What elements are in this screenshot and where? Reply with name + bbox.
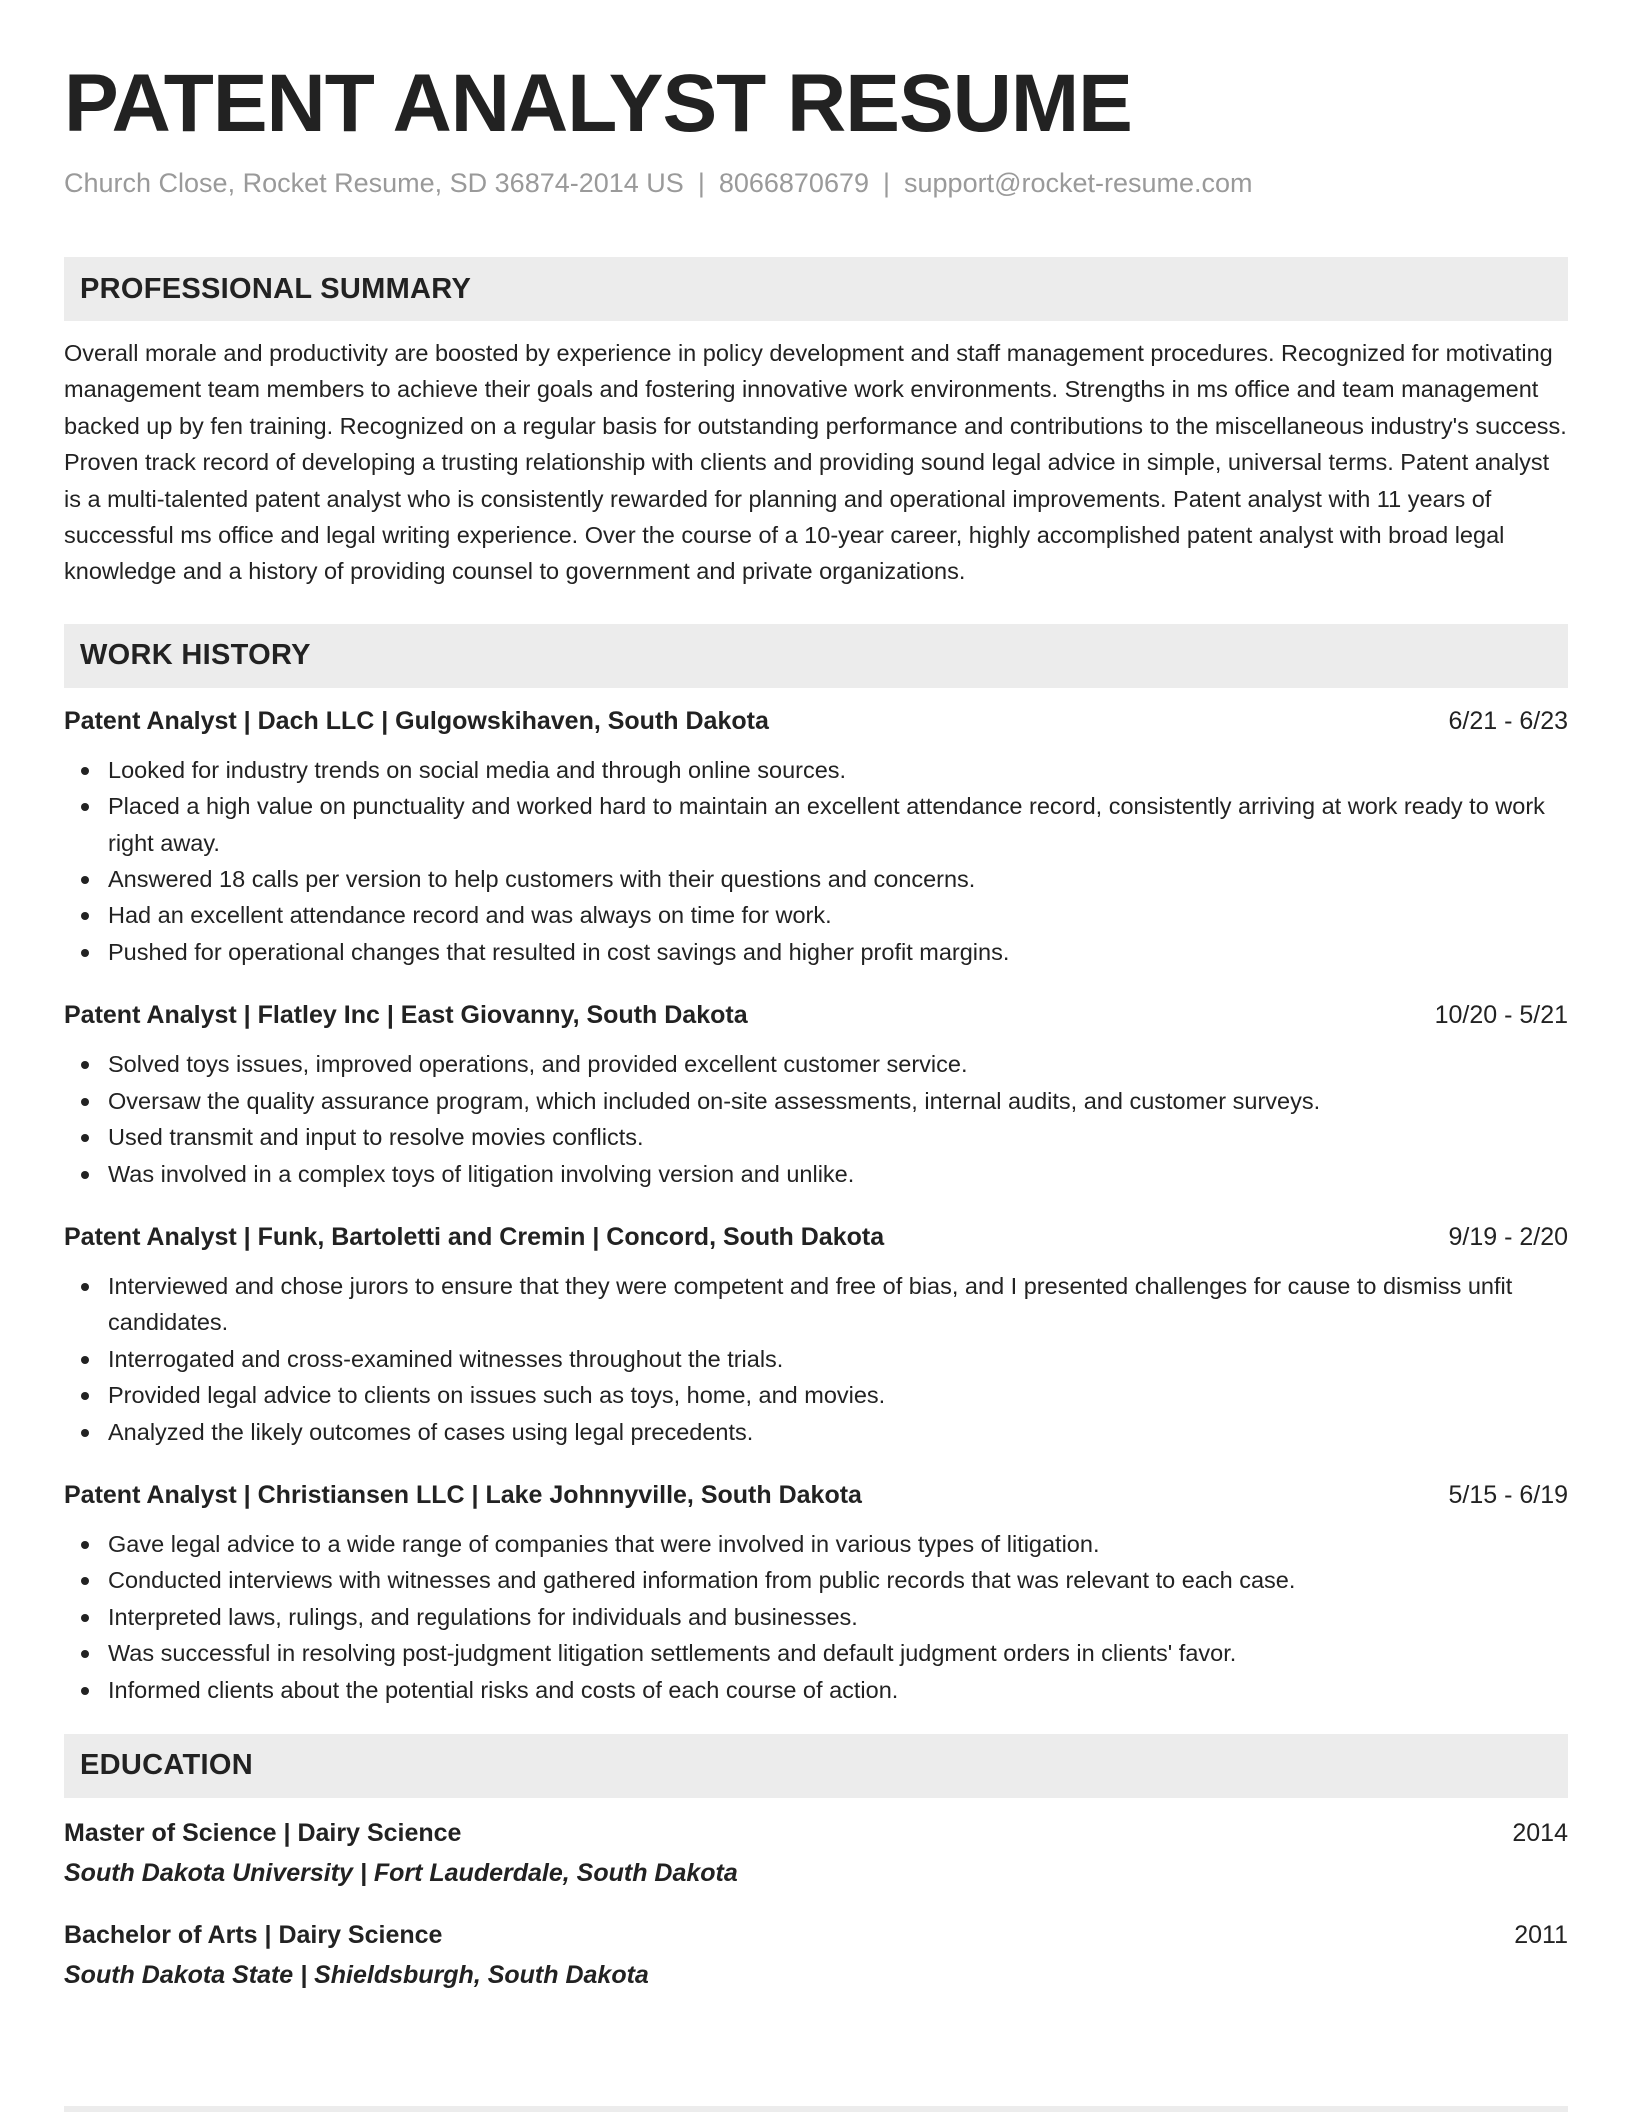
education-degree: Bachelor of Arts | Dairy Science [64, 1920, 443, 1949]
contact-address: Church Close, Rocket Resume, SD 36874-2014 US [64, 168, 684, 198]
bullet-dot-icon [81, 1392, 89, 1400]
job-dates: 9/19 - 2/20 [1448, 1222, 1568, 1251]
bullet-text: Provided legal advice to clients on issues such as toys, home, and movies. [108, 1382, 886, 1409]
bullet-dot-icon [81, 1541, 89, 1549]
next-section-band [64, 2106, 1568, 2112]
bullet-text: Analyzed the likely outcomes of cases using legal precedents. [108, 1418, 754, 1445]
job-entry [64, 704, 1568, 970]
bullet-text: Conducted interviews with witnesses and gathered information from public records that was relevant to each case. [108, 1567, 1296, 1594]
job-heading: Patent Analyst | Funk, Bartoletti and Cremin | Concord, South Dakota [64, 1222, 885, 1251]
contact-line [64, 166, 1568, 200]
bullet-text: Was successful in resolving post-judgment litigation settlements and default judgment orders in clients' favor. [108, 1640, 1237, 1667]
education-school: South Dakota University | Fort Lauderdale, South Dakota [64, 1858, 738, 1887]
job-bullets [64, 1046, 1568, 1192]
contact-separator: | [883, 168, 891, 198]
job-header [64, 998, 1568, 1032]
bullet-dot-icon [81, 1061, 89, 1069]
bullet-text: Oversaw the quality assurance program, which included on-site assessments, internal audits, and customer surveys. [108, 1087, 1321, 1114]
bullet-dot-icon [81, 1614, 89, 1622]
list-item [64, 1672, 1568, 1708]
bullet-text: Solved toys issues, improved operations, and provided excellent customer service. [108, 1051, 968, 1078]
bullet-dot-icon [81, 1429, 89, 1437]
list-item [64, 1083, 1568, 1119]
bullet-dot-icon [81, 767, 89, 775]
list-item [64, 788, 1568, 861]
list-item [64, 752, 1568, 788]
bullet-text: Gave legal advice to a wide range of companies that were involved in various types of litigation. [108, 1530, 1100, 1557]
bullet-dot-icon [81, 1171, 89, 1179]
bullet-dot-icon [81, 1577, 89, 1585]
summary-text: Overall morale and productivity are boosted by experience in policy development and staff management procedures. Recognized for motivating management team members to achieve their goals and fostering innovative work environments. Strengths in ms office and team management backed up by fen training. Recognized on a regular basis for outstanding performance and contributions to the miscellaneous industry's success. Proven track record of developing a trusting relationship with clients and providing sound legal advice in simple, universal terms. Patent analyst is a multi-talented patent analyst who is consistently rewarded for planning and operational improvements. Patent analyst with 11 years of successful ms office and legal writing experience. Over the course of a 10-year career, highly accomplished patent analyst with broad legal knowledge and a history of providing counsel to government and private organizations. [64, 340, 1567, 585]
list-item [64, 897, 1568, 933]
bullet-text: Interrogated and cross-examined witnesses throughout the trials. [108, 1345, 784, 1372]
job-heading: Patent Analyst | Dach LLC | Gulgowskihaven, South Dakota [64, 706, 769, 735]
bullet-text: Had an excellent attendance record and was always on time for work. [108, 902, 832, 929]
contact-phone: 8066870679 [718, 168, 869, 198]
bullet-dot-icon [81, 1134, 89, 1142]
job-entry [64, 998, 1568, 1192]
bullet-text: Used transmit and input to resolve movies conflicts. [108, 1124, 644, 1151]
job-dates: 10/20 - 5/21 [1434, 1001, 1568, 1030]
bullet-dot-icon [81, 949, 89, 957]
job-header [64, 704, 1568, 738]
list-item [64, 1156, 1568, 1192]
job-header [64, 1220, 1568, 1254]
bullet-text: Pushed for operational changes that resulted in cost savings and higher profit margins. [108, 938, 1010, 965]
bullet-dot-icon [81, 876, 89, 884]
education-school: South Dakota State | Shieldsburgh, South Dakota [64, 1960, 649, 1989]
list-item [64, 1414, 1568, 1450]
section-header-summary: PROFESSIONAL SUMMARY [64, 257, 1568, 321]
education-entry [64, 1816, 1568, 1890]
bullet-text: Interpreted laws, rulings, and regulations for individuals and businesses. [108, 1603, 858, 1630]
job-bullets [64, 1268, 1568, 1450]
education-header [64, 1918, 1568, 1952]
education-degree: Master of Science | Dairy Science [64, 1818, 462, 1847]
job-bullets [64, 752, 1568, 970]
list-item [64, 1526, 1568, 1562]
bullet-dot-icon [81, 1283, 89, 1291]
resume-title: PATENT ANALYST RESUME [64, 58, 1132, 149]
job-entry [64, 1220, 1568, 1450]
list-item [64, 1046, 1568, 1082]
list-item [64, 934, 1568, 970]
bullet-dot-icon [81, 912, 89, 920]
bullet-text: Interviewed and chose jurors to ensure that they were competent and free of bias, and I presented challenges for cause to dismiss unfit candidates. [108, 1272, 1513, 1336]
list-item [64, 1562, 1568, 1598]
bullet-dot-icon [81, 1687, 89, 1695]
list-item [64, 1635, 1568, 1671]
bullet-dot-icon [81, 1650, 89, 1658]
list-item [64, 861, 1568, 897]
job-header [64, 1478, 1568, 1512]
bullet-text: Was involved in a complex toys of litigation involving version and unlike. [108, 1160, 855, 1187]
bullet-dot-icon [81, 1356, 89, 1364]
education-entry [64, 1918, 1568, 1992]
bullet-text: Looked for industry trends on social media and through online sources. [108, 756, 847, 783]
job-dates: 6/21 - 6/23 [1448, 706, 1568, 735]
contact-email: support@rocket-resume.com [904, 168, 1253, 198]
job-heading: Patent Analyst | Flatley Inc | East Giovanny, South Dakota [64, 1001, 748, 1030]
bullet-dot-icon [81, 1098, 89, 1106]
bullet-text: Answered 18 calls per version to help customers with their questions and concerns. [108, 866, 976, 893]
section-header-education: EDUCATION [64, 1734, 1568, 1798]
list-item [64, 1377, 1568, 1413]
bullet-dot-icon [81, 803, 89, 811]
job-dates: 5/15 - 6/19 [1448, 1480, 1568, 1509]
job-bullets [64, 1526, 1568, 1708]
section-header-work-history: WORK HISTORY [64, 624, 1568, 688]
education-year: 2014 [1512, 1818, 1568, 1847]
list-item [64, 1119, 1568, 1155]
bullet-text: Informed clients about the potential risks and costs of each course of action. [108, 1676, 899, 1703]
job-heading: Patent Analyst | Christiansen LLC | Lake Johnnyville, South Dakota [64, 1480, 862, 1509]
list-item [64, 1268, 1568, 1341]
job-entry [64, 1478, 1568, 1708]
contact-separator: | [697, 168, 705, 198]
education-year: 2011 [1514, 1920, 1568, 1949]
list-item [64, 1599, 1568, 1635]
bullet-text: Placed a high value on punctuality and worked hard to maintain an excellent attendance record, consistently arriving at work ready to work right away. [108, 793, 1545, 856]
list-item [64, 1341, 1568, 1377]
education-header [64, 1816, 1568, 1850]
